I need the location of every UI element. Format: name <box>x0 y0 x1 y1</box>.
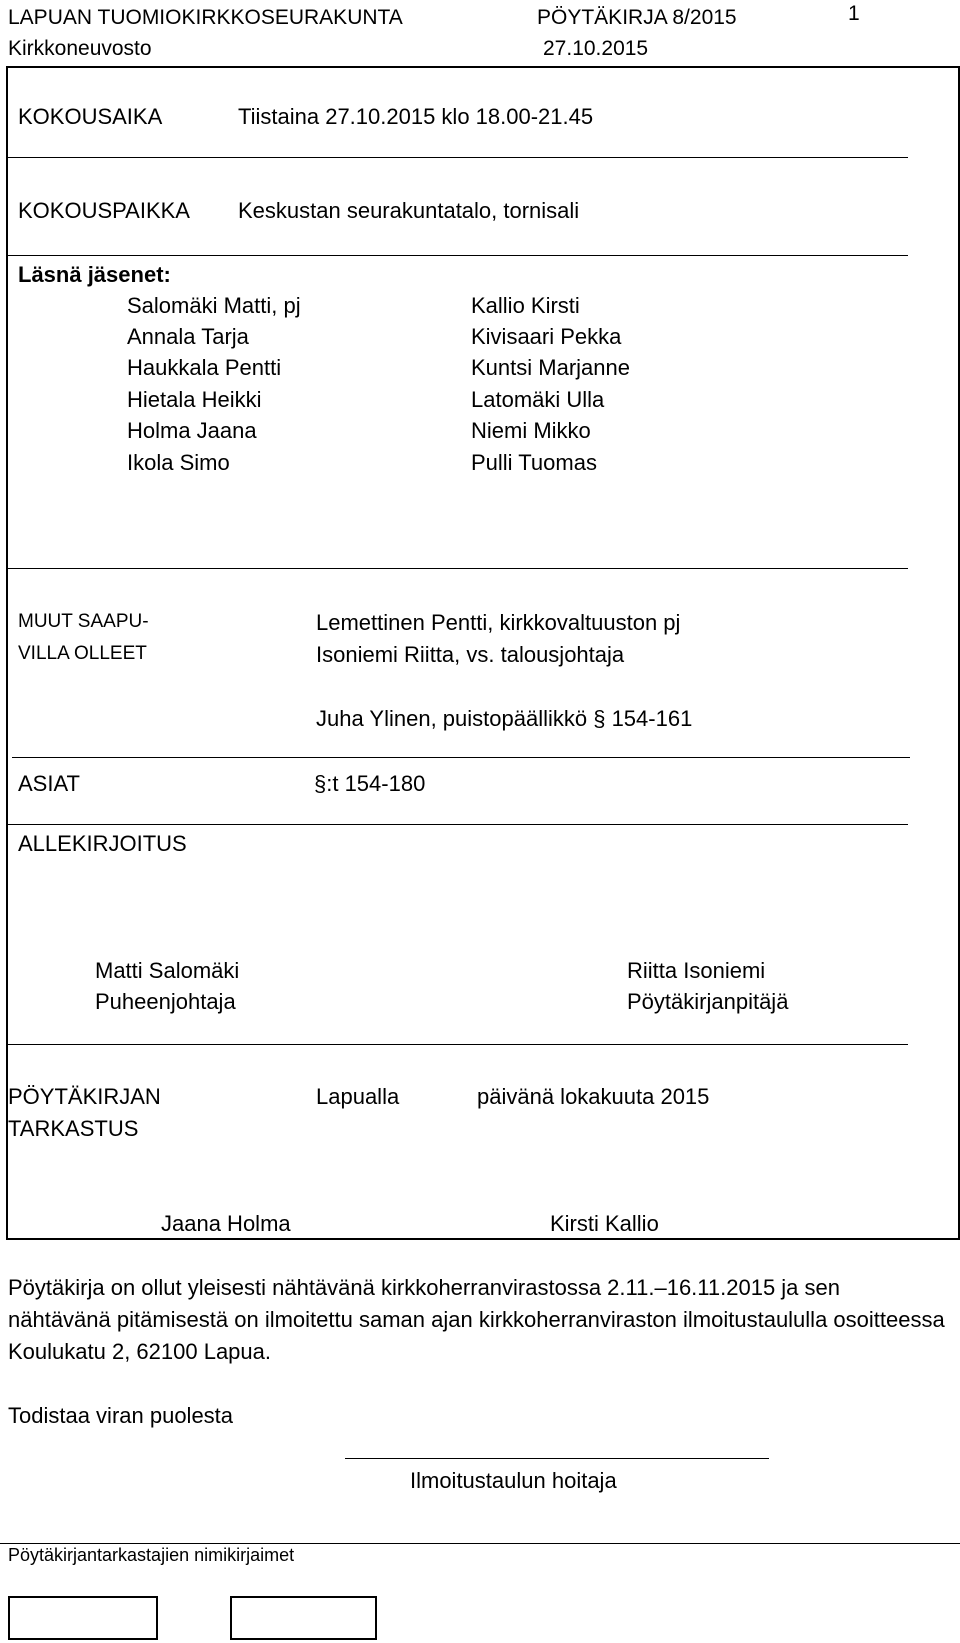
meeting-date: 27.10.2015 <box>543 37 649 60</box>
initials-box-2[interactable] <box>230 1596 377 1640</box>
notice-paragraph: Pöytäkirja on ollut yleisesti nähtävänä kirkkoherranvirastossa 2.11.–16.11.2015 ja sen nähtävänä pitämisestä on ilmoitettu saman ajan kirkkoherranviraston ilmoitustaululla osoitteessa Koulukatu 2, 62100 Lapua. <box>8 1275 945 1364</box>
member-left-1: Salomäki Matti, pj <box>127 293 301 318</box>
divider <box>8 255 908 256</box>
member-right-3: Kuntsi Marjanne <box>471 355 630 380</box>
initials-box-1[interactable] <box>8 1596 158 1640</box>
secretary-role: Pöytäkirjanpitäjä <box>627 989 789 1014</box>
attest-text: Todistaa viran puolesta <box>8 1403 234 1428</box>
chair-name: Matti Salomäki <box>95 958 240 983</box>
tarkastus-place: Lapualla <box>316 1084 400 1109</box>
page-number: 1 <box>848 2 860 25</box>
asiat-value: §:t 154-180 <box>314 771 426 796</box>
others-label-2: VILLA OLLEET <box>18 643 147 664</box>
member-right-1: Kallio Kirsti <box>471 293 580 318</box>
member-left-4: Hietala Heikki <box>127 387 262 412</box>
secretary-name: Riitta Isoniemi <box>627 958 766 983</box>
other-person-1: Lemettinen Pentti, kirkkovaltuuston pj <box>316 610 681 635</box>
divider <box>8 157 908 158</box>
footer-divider <box>0 1543 960 1544</box>
divider <box>12 757 910 758</box>
signature-line <box>345 1458 769 1459</box>
member-left-3: Haukkala Pentti <box>127 355 282 380</box>
other-person-2: Isoniemi Riitta, vs. talousjohtaja <box>316 642 625 667</box>
member-right-6: Pulli Tuomas <box>471 450 597 475</box>
meeting-body: Kirkkoneuvosto <box>8 37 152 60</box>
organization-name: LAPUAN TUOMIOKIRKKOSEURAKUNTA <box>8 6 403 29</box>
tarkastus-label-1: PÖYTÄKIRJAN <box>8 1084 161 1109</box>
asiat-label: ASIAT <box>18 771 80 796</box>
divider <box>8 1044 908 1045</box>
kokouspaikka-value: Keskustan seurakuntatalo, tornisali <box>238 198 580 223</box>
divider <box>8 568 908 569</box>
official-title: Ilmoitustaulun hoitaja <box>410 1468 617 1493</box>
member-left-2: Annala Tarja <box>127 324 249 349</box>
member-left-5: Holma Jaana <box>127 418 257 443</box>
other-person-3: Juha Ylinen, puistopäällikkö § 154-161 <box>316 706 693 731</box>
tarkastus-date: päivänä lokakuuta 2015 <box>477 1084 710 1109</box>
chair-role: Puheenjohtaja <box>95 989 236 1014</box>
divider <box>8 824 908 825</box>
kokouspaikka-label: KOKOUSPAIKKA <box>18 198 190 223</box>
member-right-5: Niemi Mikko <box>471 418 591 443</box>
checker-2: Kirsti Kallio <box>550 1211 659 1236</box>
kokousaika-value: Tiistaina 27.10.2015 klo 18.00-21.45 <box>238 104 594 129</box>
member-right-2: Kivisaari Pekka <box>471 324 622 349</box>
signature-label: ALLEKIRJOITUS <box>18 831 187 856</box>
checker-1: Jaana Holma <box>161 1211 291 1236</box>
others-label-1: MUUT SAAPU- <box>18 611 149 632</box>
kokousaika-label: KOKOUSAIKA <box>18 104 163 129</box>
tarkastus-label-2: TARKASTUS <box>8 1116 139 1141</box>
member-left-6: Ikola Simo <box>127 450 230 475</box>
members-label: Läsnä jäsenet: <box>18 262 171 287</box>
member-right-4: Latomäki Ulla <box>471 387 605 412</box>
document-number: PÖYTÄKIRJA 8/2015 <box>537 6 737 29</box>
initials-label: Pöytäkirjantarkastajien nimikirjaimet <box>8 1545 295 1565</box>
